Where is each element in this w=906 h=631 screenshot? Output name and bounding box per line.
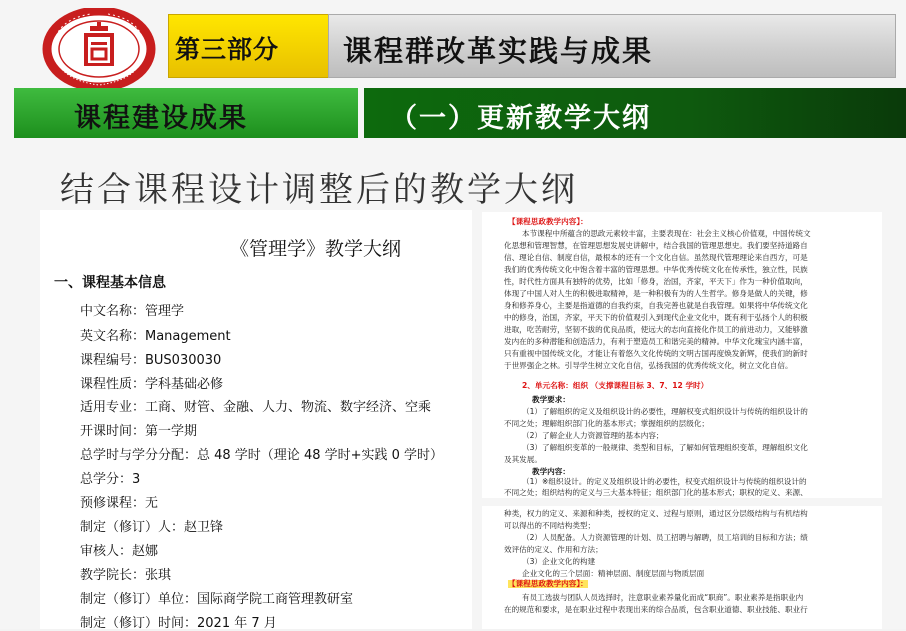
content-line: （3）企业文化的构建	[522, 557, 596, 566]
subheader-left: 课程建设成果	[74, 103, 248, 134]
subheader-right: （一）更新教学大纲	[390, 103, 651, 134]
paragraph-line: 我们的优秀传统文化中饱含着丰富的管理思想。中华优秀传统文化在传承性，独立性，民族	[504, 265, 808, 274]
document-title: 《管理学》教学大纲	[230, 238, 402, 260]
subheader-right-box	[364, 88, 906, 138]
unit-heading: 2、单元名称：组织 （支撑课程目标 3、7、12 学时）	[522, 381, 709, 390]
info-row: 制定（修订）时间：2021 年 7 月	[80, 616, 277, 631]
requirement-line: （2）了解企业人力资源管理的基本内容；	[522, 431, 664, 440]
paragraph-line: 身和修养身心，主要是指道德的自我约束，自我完善也就是自我管理。如果将中华传统文化	[504, 301, 808, 310]
requirement-line: （3）了解组织变革的一般规律、类型和目标，了解如何管理组织变革，理解组织文化	[522, 443, 808, 452]
paragraph-line: 发内在的多种潜能和创造活力，有利于塑造员工和谐完美的精神。中华文化瑰宝内涵丰富，	[504, 337, 808, 346]
paragraph-line: 只有重视中国传统文化，才能让有着悠久文化传统的文明古国再度焕发新辉，使我们的新时	[504, 349, 808, 358]
info-row: 开课时间：第一学期	[80, 424, 198, 439]
info-row: 总学分：3	[80, 472, 141, 487]
paragraph-line: 化思想和管理智慧，在管理思想发展史讲解中，结合我国的管理思想史。我们要坚持道路自	[504, 241, 808, 250]
content-line: 在的规范和要求，是在职业过程中表现出来的综合品质，包含职业道德、职业技能、职业行	[504, 605, 808, 614]
paragraph-line: 性，时代性方面具有独特的优势，比如「修身，治国，齐家，平天下」作为一种价值取向，	[504, 277, 808, 286]
info-row: 预修课程：无	[80, 496, 159, 511]
syllabus-excerpt-1	[482, 212, 882, 498]
requirement-line: 不同之处；理解组织部门化的基本形式；掌握组织的层级化；	[504, 419, 710, 428]
info-row: 制定（修订）人：赵卫锋	[80, 520, 224, 535]
content-line: 不同之处；组织结构的定义与三大基本特征；组织部门化的基本形式；职权的定义、来源、	[504, 488, 808, 497]
syllabus-excerpt-2	[482, 506, 882, 629]
ideology-heading-highlighted: 【课程思政教学内容】：	[508, 579, 588, 588]
info-row: 中文名称：管理学	[80, 304, 185, 319]
info-row: 制定（修订）单位：国际商学院工商管理教研室	[80, 592, 354, 607]
content-line: 有员工选拔与团队人员选择时，注意职业素养量化而成“职商”。职业素养是指职业内	[522, 593, 804, 602]
school-logo	[40, 8, 158, 90]
paragraph-line: 中的修身，治国，齐家，平天下的价值观引入到现代企业文化中，既有利于弘扬个人的积极	[504, 313, 808, 322]
ideology-heading: 【课程思政教学内容】：	[508, 217, 588, 226]
info-row: 审核人：赵娜	[80, 544, 159, 559]
contents-heading: 教学内容：	[532, 467, 570, 476]
part-label-box	[168, 14, 330, 78]
info-row: 总学时与学分分配：总 48 学时（理论 48 学时+实践 0 学时）	[80, 448, 444, 463]
content-line: 种类，权力的定义、来源和种类，授权的定义、过程与原则，通过区分层级结构与有机结构	[504, 509, 808, 518]
info-row: 课程编号：BUS030030	[80, 353, 222, 368]
document-section-heading: 一、课程基本信息	[54, 275, 166, 291]
paragraph-line: 进取，吃苦耐劳，坚韧不拔的优良品质，使远大的志向直接化作员工的前进动力，又能够激	[504, 325, 808, 334]
subheader-left-box	[14, 88, 358, 138]
section-title: 结合课程设计调整后的教学大纲	[60, 170, 578, 210]
requirements-heading: 教学要求：	[532, 395, 570, 404]
part-label: 第三部分	[175, 35, 280, 64]
info-row: 教学院长：张琪	[80, 568, 172, 583]
content-line: （1）※组织设计。的定义及组织设计的必要性，权变式组织设计与传统的组织设计的	[522, 477, 807, 486]
info-row: 英文名称：Management	[80, 329, 231, 344]
header-title-box	[328, 14, 896, 78]
requirement-line: （1）了解组织的定义及组织设计的必要性，理解权变式组织设计与传统的组织设计的	[522, 407, 808, 416]
content-line: 可以得出的不同结构类型；	[504, 521, 596, 530]
paragraph-line: 信、理论自信、制度自信，最根本的还有一个文化自信。虽然现代管理理论来自西方，可是	[504, 253, 808, 262]
paragraph-line: 本节课程中所蕴含的思政元素较丰富，主要表现在：社会主义核心价值观，中国传统文	[522, 229, 811, 238]
requirement-line: 及其发展。	[504, 455, 542, 464]
paragraph-line: 于世界强企之林。引导学生树立文化自信，弘扬我国的优秀传统文化，树立文化自信。	[504, 361, 793, 370]
syllabus-document	[40, 210, 472, 629]
paragraph-line: 体现了中国人对人生的积极进取精神，是一种积极有为的人生哲学。修身是做人的关键，修	[504, 289, 808, 298]
info-row: 课程性质：学科基础必修	[80, 377, 224, 392]
header-title: 课程群改革实践与成果	[343, 34, 654, 68]
content-line: （2）人员配备。人力资源管理的计划、员工招聘与解聘，员工培训的目标和方法；绩	[522, 533, 808, 542]
info-row: 适用专业：工商、财管、金融、人力、物流、数字经济、空乘	[80, 400, 432, 415]
content-line: 效评估的定义、作用和方法；	[504, 545, 603, 554]
content-line: 企业文化的三个层面：精神层面、制度层面与物质层面	[522, 569, 705, 578]
